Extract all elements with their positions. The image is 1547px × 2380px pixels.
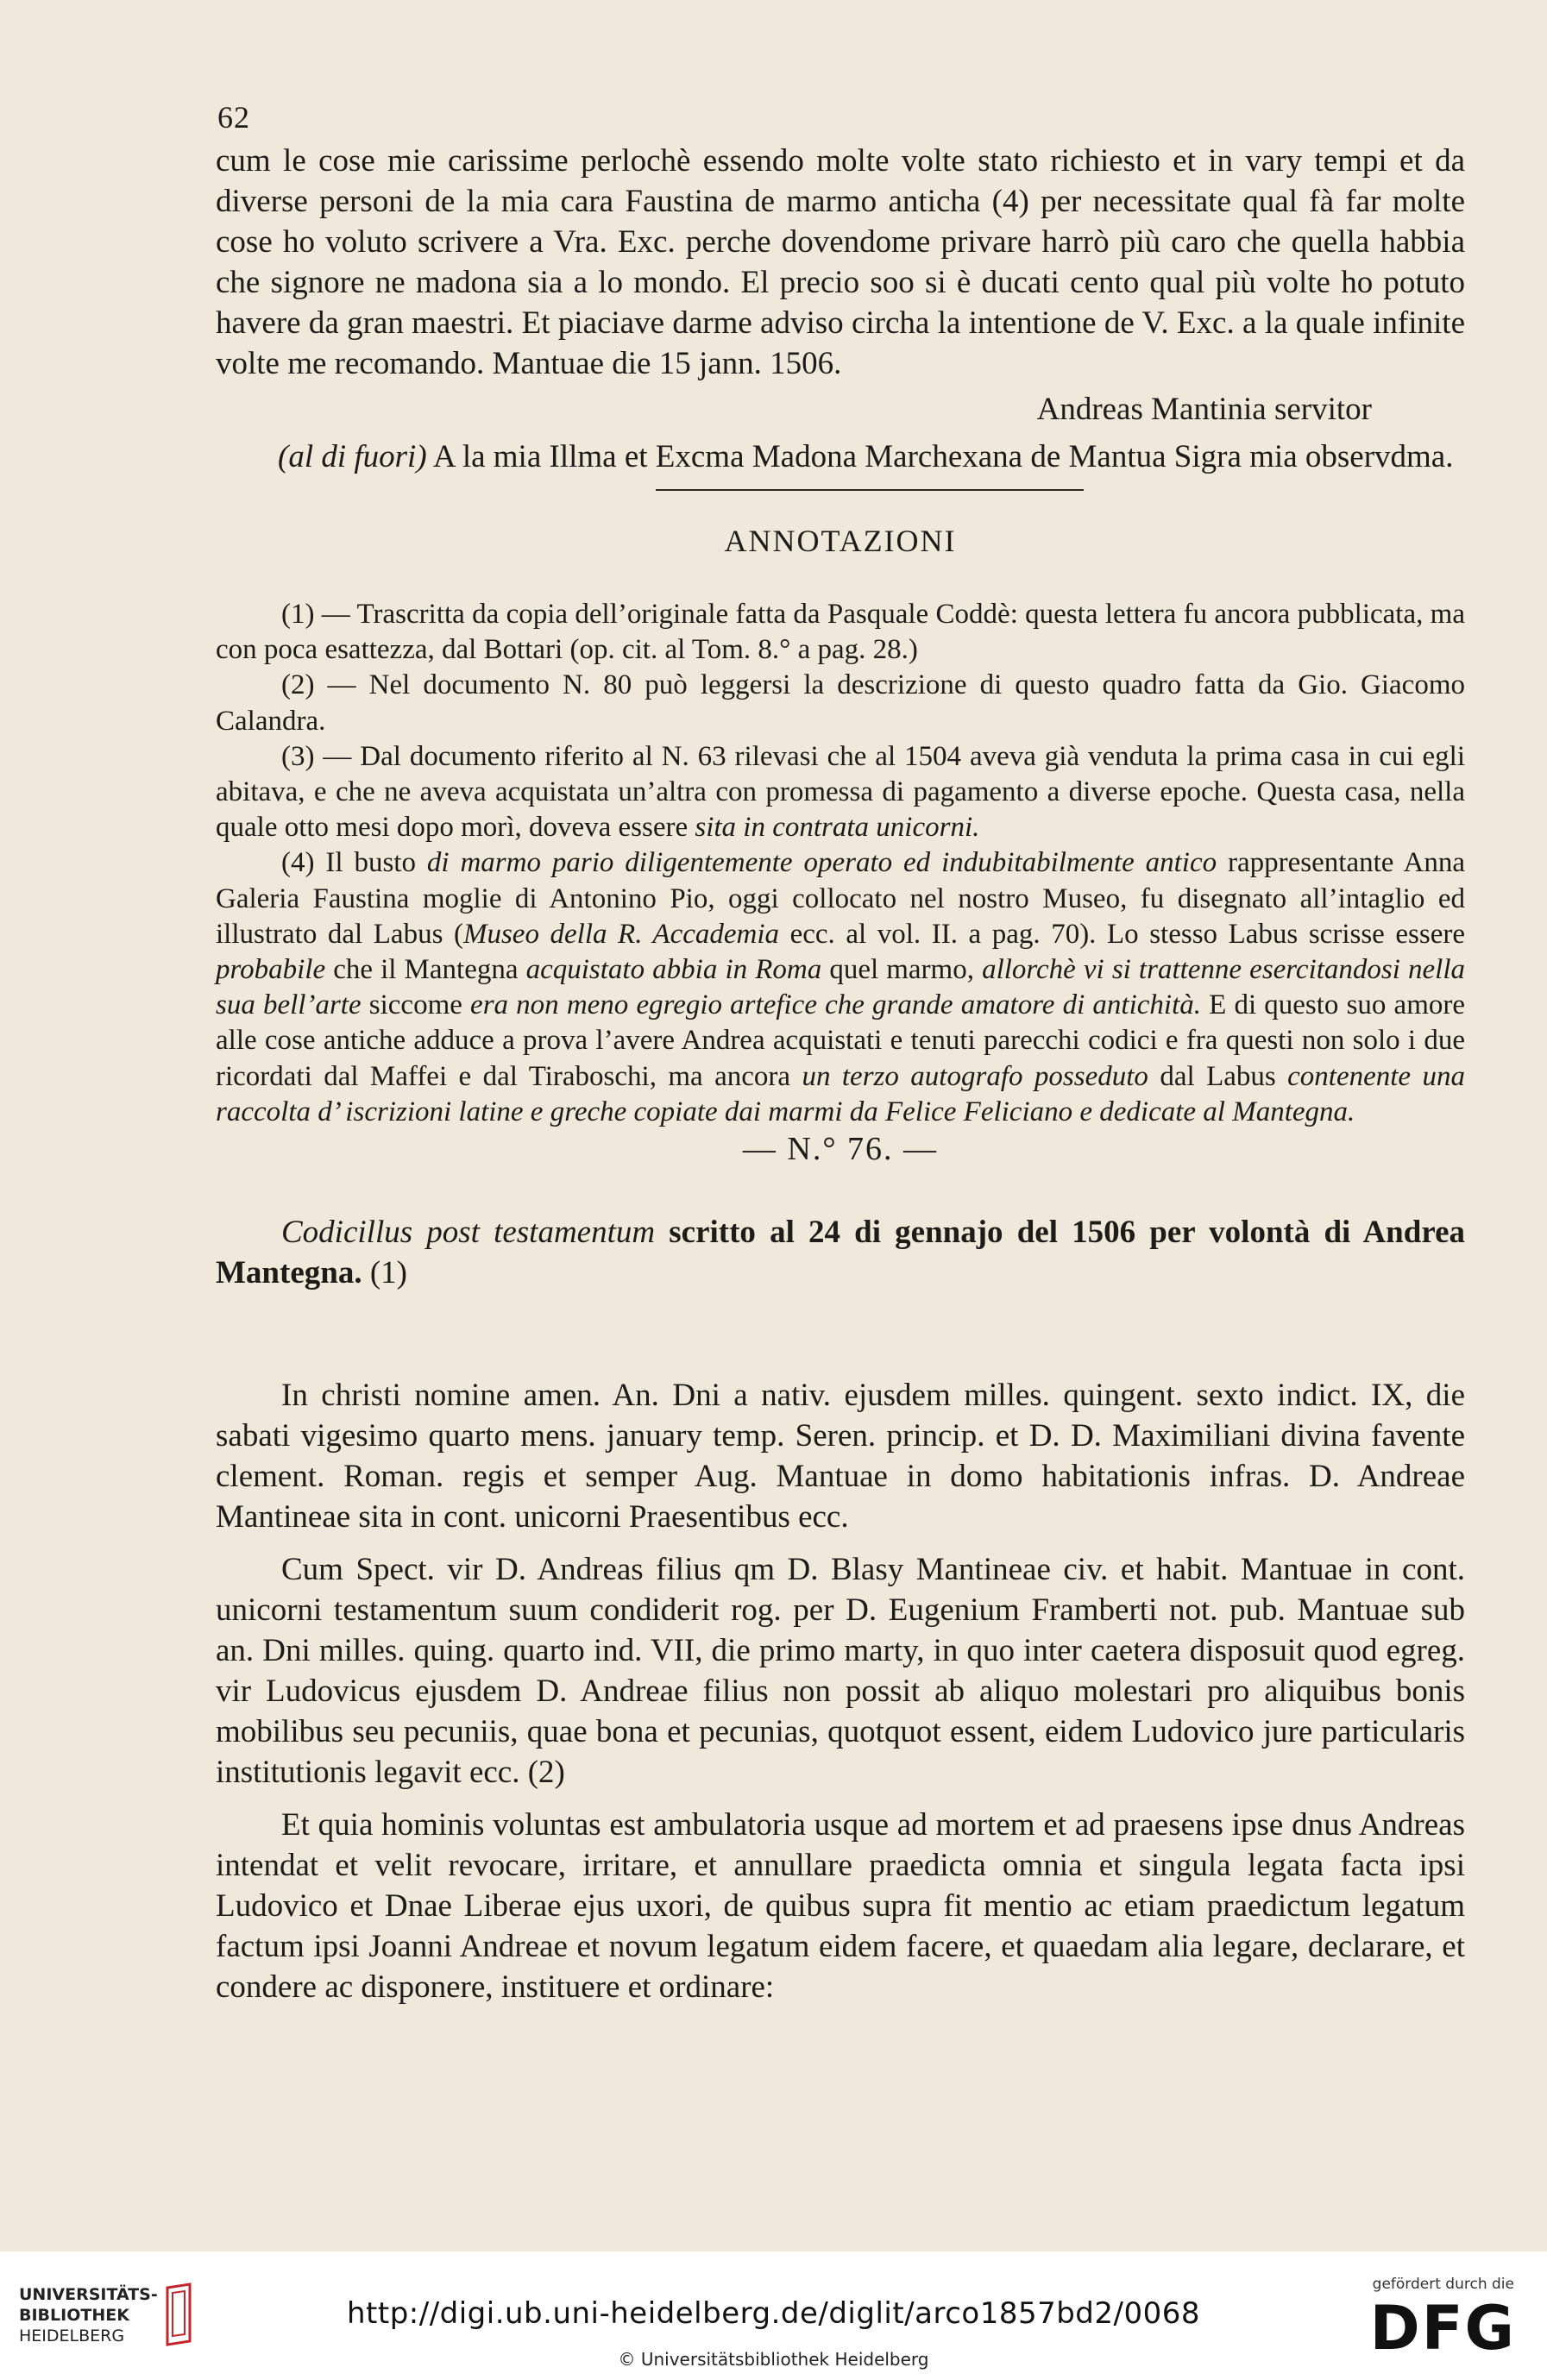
doc-title-italic: Codicillus post testamentum xyxy=(281,1215,656,1250)
section-rule xyxy=(656,489,1084,491)
note-4-italic-run: di marmo pario diligentemente operato ed indubitabilmente antico xyxy=(426,847,1217,879)
document-number: — N.° 76. — xyxy=(742,1131,939,1167)
paragraph-1: In christi nomine amen. An. Dni a nativ. ejusdem milles. quingent. sexto indict. IX, die sabati vigesimo quarto mens. january temp. Seren. princip. et D. D. Maximiliani divina favente clement. Roman. regis et semper Aug. Mantuae in domo habitationis infras. D. Andreae Mantineae sita in cont. unicorni Praesentibus ecc. xyxy=(216,1378,1465,1535)
address-italic: (al di fuori) xyxy=(278,439,427,474)
document-title xyxy=(216,1212,1465,1293)
letter-address xyxy=(216,436,1465,477)
page-number: 62 xyxy=(217,100,250,135)
note-4-italic-run: acquistato abbia in Roma xyxy=(525,954,822,986)
doc-title-bold: scritto al 24 di gennajo del 1506 per volontà di Andrea Mantegna. xyxy=(216,1215,1465,1290)
letter-body xyxy=(216,141,1465,477)
note-2: (2) — Nel documento N. 80 può leggersi la descrizione di questo quadro fatta da Gio. Giacomo Calandra. xyxy=(216,669,1465,737)
footer-bar xyxy=(0,2251,1547,2380)
note-1: (1) — Trascritta da copia dell’originale fatta da Pasquale Coddè: questa lettera fu ancora pubblicata, ma con poca esattezza, dal Bottari (op. cit. al Tom. 8.° a pag. 28.) xyxy=(216,599,1465,666)
note-4-text-run: dal Labus xyxy=(1148,1060,1288,1092)
note-3-text: (3) — Dal documento riferito al N. 63 rilevasi che al 1504 aveva già venduta la prima casa in cui egli abitava, e che ne aveva acquistata un’altra con promessa di pagamento a diverse epoche. Questa casa, nella quale otto mesi dopo morì, doveva essere xyxy=(216,740,1465,844)
note-4-text-run: E di questo suo amore alle cose antiche adduce a prova l’avere Andrea acquistati e tenuti parecchi codici e fra questi non solo i due ricordati dal Maffei e dal Tiraboschi, ma ancora xyxy=(216,989,1466,1092)
note-4-italic-run: probabile xyxy=(216,954,326,986)
document-body xyxy=(216,1375,1465,2007)
note-4-text-run: che il Mantegna xyxy=(325,954,526,986)
paragraph-3: Et quia hominis voluntas est ambulatoria usque ad mortem et ad praesens ipse dnus Andreas intendat et velit revocare, irritare, et annullare praedicta omnia et singula legata facta ipsi Ludovico et Dnae Liberae ejus uxori, de quibus supra fit mentio ac etiam praedictum legatum factum ipsi Joanni Andreae et novum legatum eidem facere, et quaedam alia legare, declarare, et condere ac disponere, instituere et ordinare: xyxy=(216,1807,1465,2005)
note-4-italic-run: un terzo autografo posseduto xyxy=(802,1060,1148,1092)
note-4-text-run: (4) Il busto xyxy=(281,847,427,879)
copyright-text: © Universitätsbibliothek Heidelberg xyxy=(618,2349,929,2370)
library-line-3: HEIDELBERG xyxy=(19,2327,125,2345)
note-3 xyxy=(216,739,1465,846)
note-4-italic-run: allorchè vi si trattenne esercitandosi nella sua bell’arte xyxy=(216,954,1466,1021)
note-4-italic-run: Museo della R. Accademia xyxy=(462,918,780,950)
note-4-text-run: ecc. al vol. II. a pag. 70). Lo stesso Labus scrisse essere xyxy=(779,918,1465,950)
letter-text: cum le cose mie carissime perlochè essendo molte volte stato richiesto et in vary tempi et da diverse personi de la mia cara Faustina de marmo anticha (4) per necessitate qual fà far molte cose ho voluto scrivere a Vra. Exc. perche dovendome privare harrò più caro che quella habbia che signore ne madona sia a lo mondo. El precio soo si è ducati cento qual più volte ho potuto havere da gran maestri. Et piaciave darme adviso circha la intentione de V. Exc. a la quale infinite volte me recomando. Mantuae die 15 jann. 1506. xyxy=(216,143,1465,381)
dfg-logo: DFG xyxy=(1369,2293,1516,2364)
permalink-url[interactable]: http://digi.ub.uni-heidelberg.de/diglit/arco1857bd2/0068 xyxy=(346,2296,1200,2331)
doc-title-ref: (1) xyxy=(362,1255,407,1290)
library-line-1: UNIVERSITÄTS- xyxy=(19,2285,158,2304)
annotations xyxy=(216,597,1465,1130)
letter-signature: Andreas Mantinia servitor xyxy=(1036,392,1372,427)
note-4 xyxy=(216,845,1465,1130)
note-4-text-run: quel marmo, xyxy=(821,954,983,986)
address-text: A la mia Illma et Excma Madona Marchexana de Mantua Sigra mia observdma. xyxy=(432,439,1454,474)
note-4-text-run: siccome xyxy=(361,989,471,1021)
library-line-2: BIBLIOTHEK xyxy=(19,2306,129,2325)
note-4-italic-run: contenente una raccolta d’ iscrizioni latine e greche copiate dai marmi da Felice Feliciano e dedicate al Mantegna. xyxy=(216,1060,1466,1127)
funded-by-text: gefördert durch die xyxy=(1372,2276,1514,2293)
annotations-heading: ANNOTAZIONI xyxy=(724,524,957,558)
note-4-italic-run: era non meno egregio artefice che grande amatore di antichità. xyxy=(470,989,1201,1021)
paragraph-2: Cum Spect. vir D. Andreas filius qm D. Blasy Mantineae civ. et habit. Mantuae in cont. unicorni testamentum suum condiderit rog. per D. Eugenium Framberti not. pub. Mantuae sub an. Dni milles. quing. quarto ind. VII, die primo marty, in quo inter caetera disposuit quod egreg. vir Ludovicus ejusdem D. Andreae filius non possit ab aliquo molestari pro aliquibus bonis mobilibus seu pecuniis, quae bona et pecunias, quotquot essent, eidem Ludovico jure particularis institutionis legavit ecc. (2) xyxy=(216,1552,1465,1790)
note-4-text-run: rappresentante Anna Galeria Faustina moglie di Antonino Pio, oggi collocato nel nostro Museo, fu disegnato all’intaglio ed illustrato dal Labus ( xyxy=(216,847,1465,950)
note-3-italic: sita in contrata unicorni. xyxy=(695,812,980,844)
